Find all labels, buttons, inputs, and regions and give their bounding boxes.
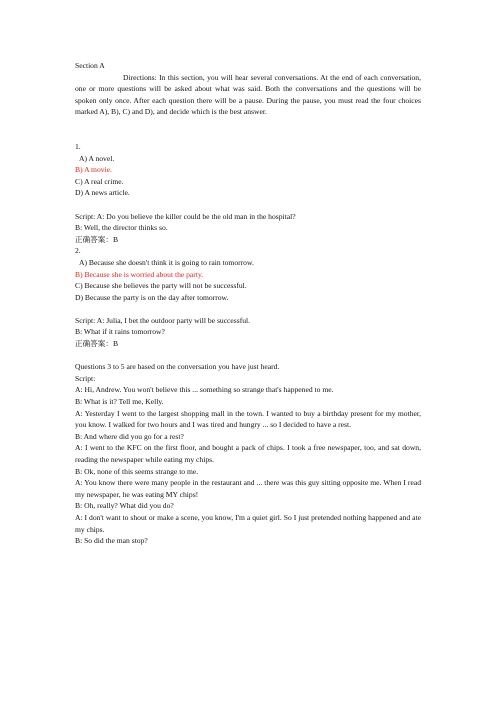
q1-option-a: A) A novel. bbox=[79, 153, 115, 163]
spacer bbox=[75, 118, 421, 141]
q2-option-a: A) Because she doesn't think it is going to rain tomorrow. bbox=[79, 257, 254, 267]
dialogue-line: A: Hi, Andrew. You won't believe this ... something so strange that's happened to me. bbox=[75, 385, 334, 395]
q1-option-c: C) A real crime. bbox=[75, 176, 124, 186]
dialogue-line: B: So did the man stop? bbox=[75, 536, 148, 546]
section-title: Section A bbox=[75, 61, 105, 70]
dialogue-line: A: You know there were many people in the restaurant and ... there was this guy sitting opposite me. When I read my newspaper, he was eating MY chips! bbox=[75, 478, 421, 499]
q2-option-b-correct: B) Because she is worried about the party. bbox=[75, 269, 204, 279]
q3-intro: Questions 3 to 5 are based on the conversation you have just heard. bbox=[75, 362, 280, 372]
q2-option-d: D) Because the party is on the day after tomorrow. bbox=[75, 292, 229, 302]
dialogue-line: B: What is it? Tell me, Kelly. bbox=[75, 397, 164, 407]
q2-script-b: B: What if it rains tomorrow? bbox=[75, 327, 165, 337]
dialogue-line: B: Oh, really? What did you do? bbox=[75, 501, 174, 511]
question-1-number: 1. bbox=[75, 141, 81, 151]
q1-script-a: Script: A: Do you believe the killer could be the old man in the hospital? bbox=[75, 211, 296, 221]
q3-script-label: Script: bbox=[75, 373, 96, 383]
directions-text: Directions: In this section, you will hear several conversations. At the end of each conversation, one or more questions will be asked about what was said. Both the conversations and the questions will be spoken only once. After each question there will be a pause. During the pause, you must read the four choices marked A), B), C) and D), and decide which is the best answer. bbox=[75, 72, 421, 117]
q1-answer: 正确答案：B bbox=[75, 234, 119, 244]
dialogue-line: A: I went to the KFC on the first floor, and bought a pack of chips. I took a free newspaper, too, and sat down, reading the newspaper while eating my chips. bbox=[75, 443, 421, 464]
document-page bbox=[75, 60, 421, 547]
q1-script-b: B: Well, the director thinks so. bbox=[75, 223, 168, 233]
q1-option-b-correct: B) A movie. bbox=[75, 165, 112, 175]
dialogue-line: A: Yesterday I went to the largest shopping mall in the town. I wanted to buy a birthday present for my mother, you know. I walked for two hours and I was tired and hungry ... so I decided to have a rest. bbox=[75, 408, 421, 430]
q2-option-c: C) Because she believes the party will not be successful. bbox=[75, 281, 247, 291]
dialogue-line: B: Ok, none of this seems strange to me. bbox=[75, 466, 199, 476]
question-2-number: 2. bbox=[75, 246, 81, 256]
q2-script-a: Script: A: Julia, I bet the outdoor party will be successful. bbox=[75, 315, 251, 325]
dialogue-line: A: I don't want to shout or make a scene, you know, I'm a quiet girl. So I just pretended nothing happened and ate my chips. bbox=[75, 512, 421, 534]
q2-answer: 正确答案：B bbox=[75, 339, 119, 349]
q1-option-d: D) A news article. bbox=[75, 188, 130, 198]
dialogue-line: B: And where did you go for a rest? bbox=[75, 431, 184, 441]
